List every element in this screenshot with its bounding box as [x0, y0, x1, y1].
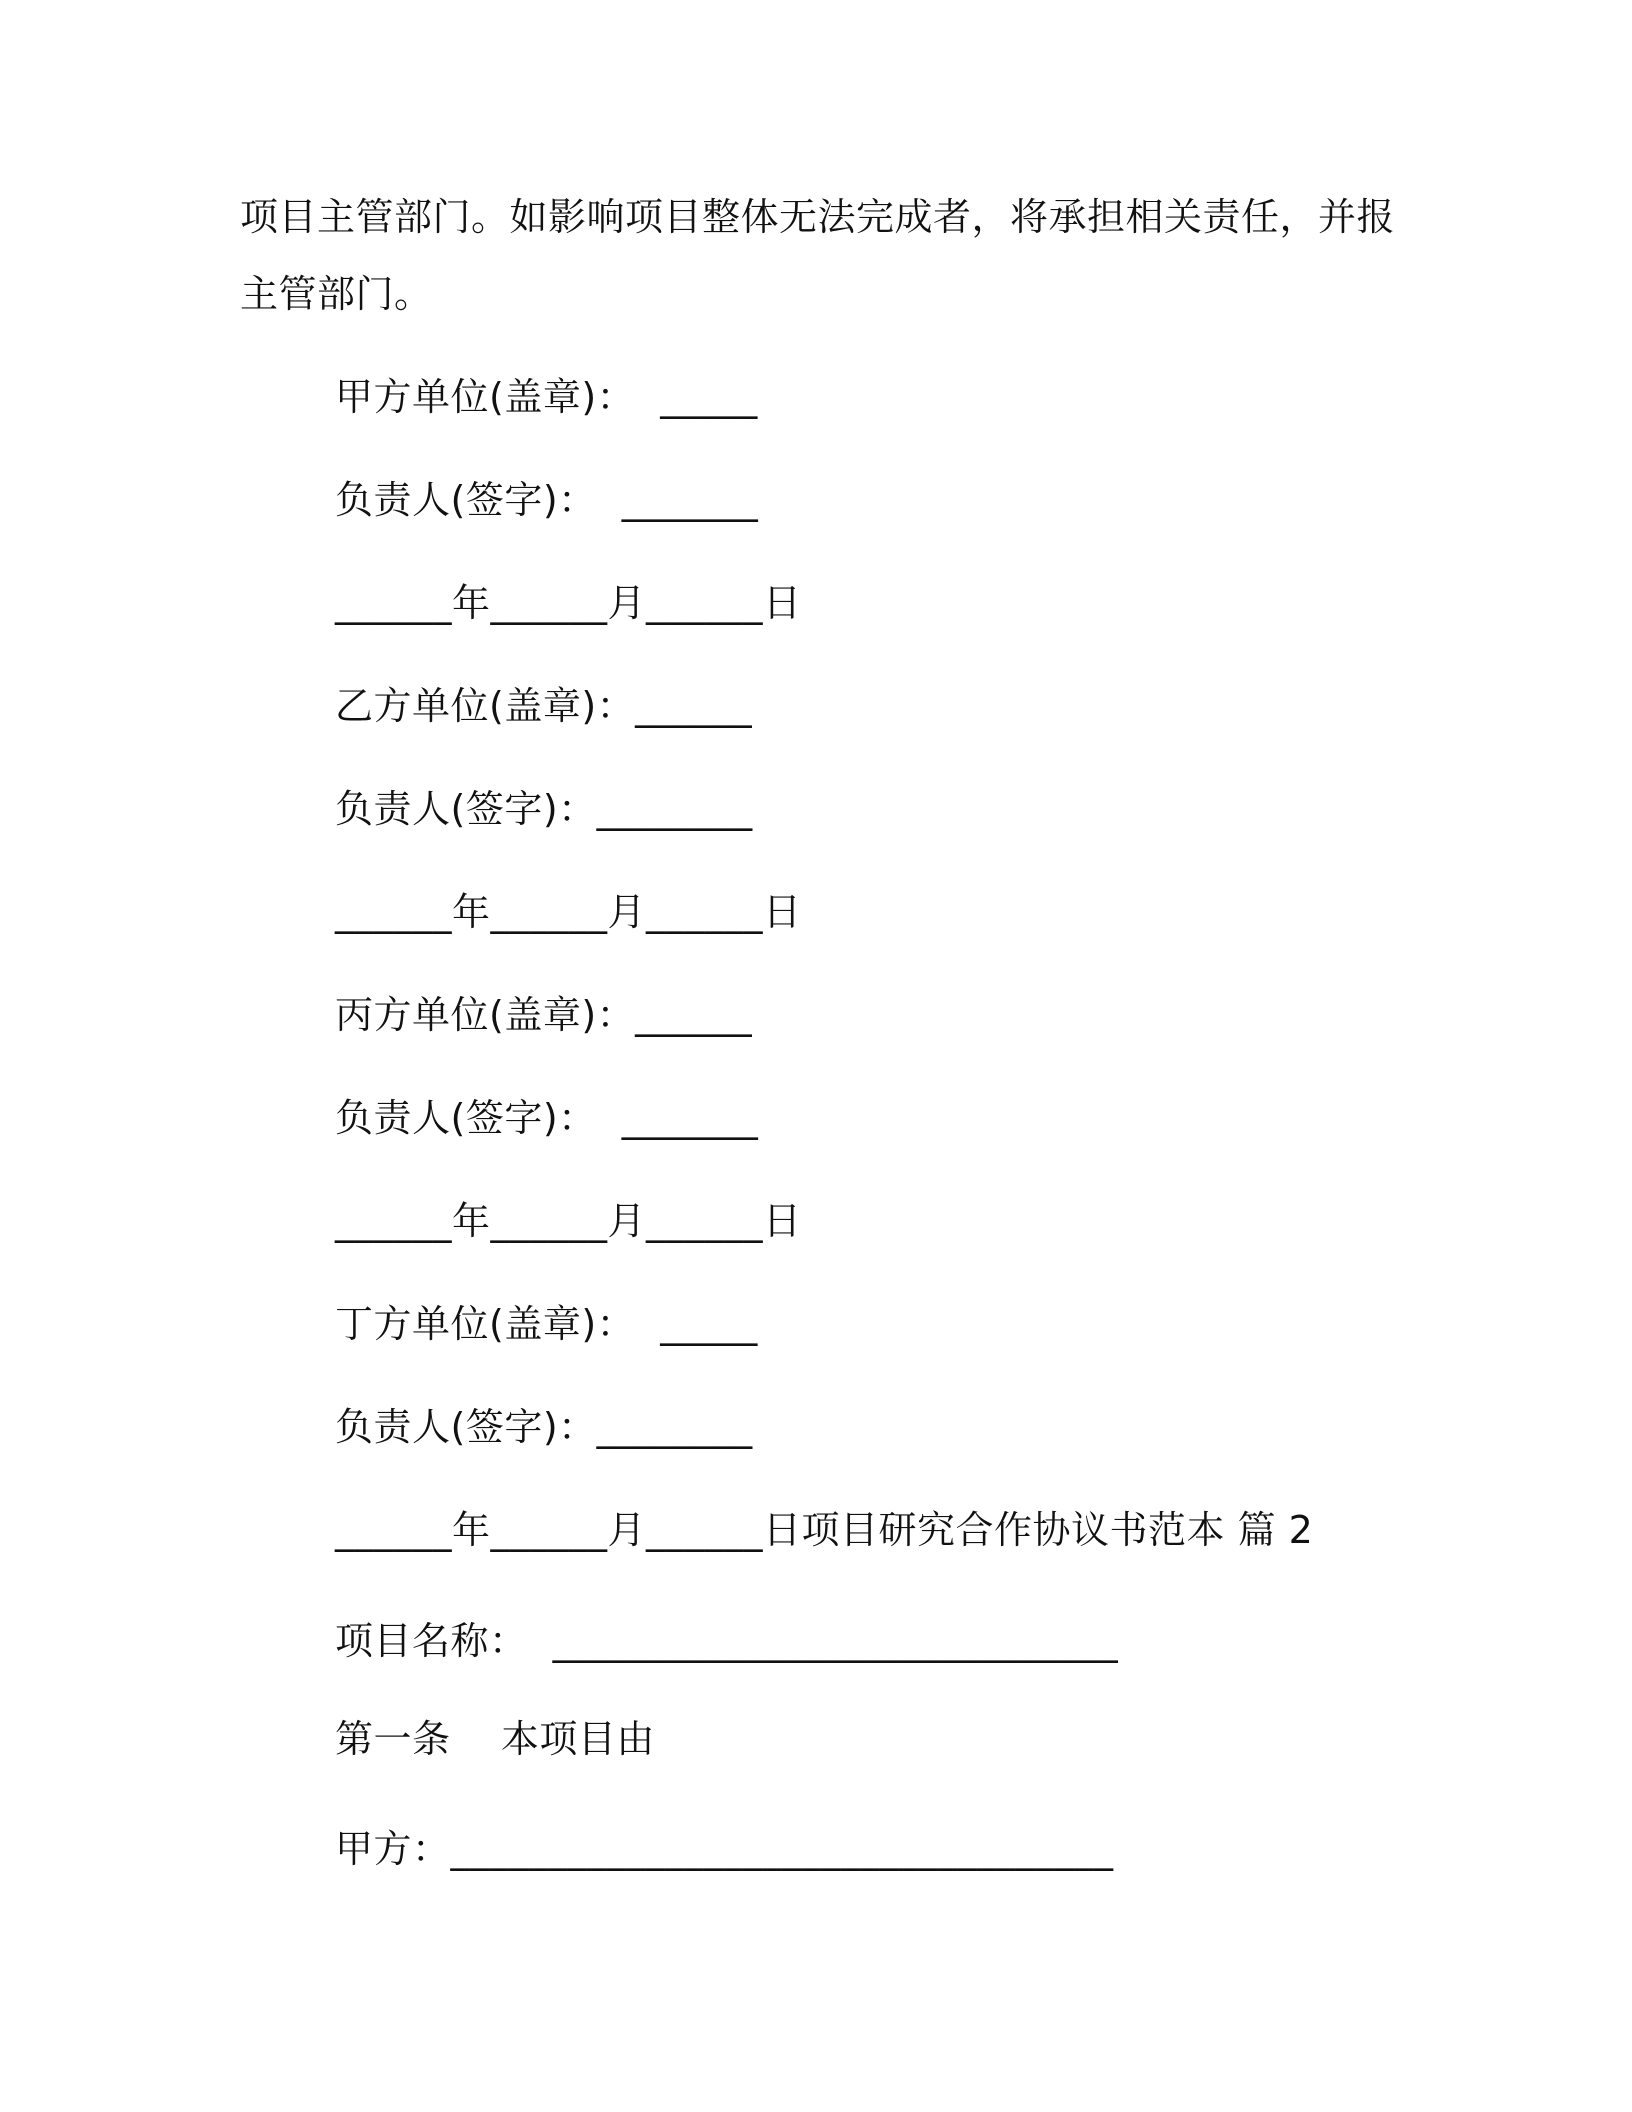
party-d-unit-field: 丁方单位(盖章)： _____	[335, 1302, 758, 1346]
intro-line-2: 主管部门。	[240, 272, 433, 316]
party-c-unit-field: 丙方单位(盖章)：______	[335, 993, 753, 1037]
party-a-field: 甲方：__________________________________	[335, 1827, 1114, 1871]
party-d-signer-field: 负责人(签字)：________	[335, 1405, 753, 1449]
party-a-date-field: ______年______月______日	[335, 581, 802, 625]
party-a-unit-field: 甲方单位(盖章)： _____	[335, 375, 758, 419]
intro-line-1: 项目主管部门。如影响项目整体无法完成者，将承担相关责任，并报	[240, 195, 1396, 239]
project-name-field: 项目名称： _____________________________	[335, 1619, 1119, 1663]
party-b-signer-field: 负责人(签字)：________	[335, 787, 753, 831]
party-d-date-field-and-section-heading: ______年______月______日项目研究合作协议书范本 篇 2	[335, 1508, 1314, 1552]
party-c-date-field: ______年______月______日	[335, 1199, 802, 1243]
party-c-signer-field: 负责人(签字)： _______	[335, 1096, 759, 1140]
party-b-date-field: ______年______月______日	[335, 890, 802, 934]
party-a-signer-field: 负责人(签字)： _______	[335, 478, 759, 522]
party-b-unit-field: 乙方单位(盖章)：______	[335, 684, 753, 728]
article-one-heading: 第一条 本项目由	[335, 1717, 655, 1761]
